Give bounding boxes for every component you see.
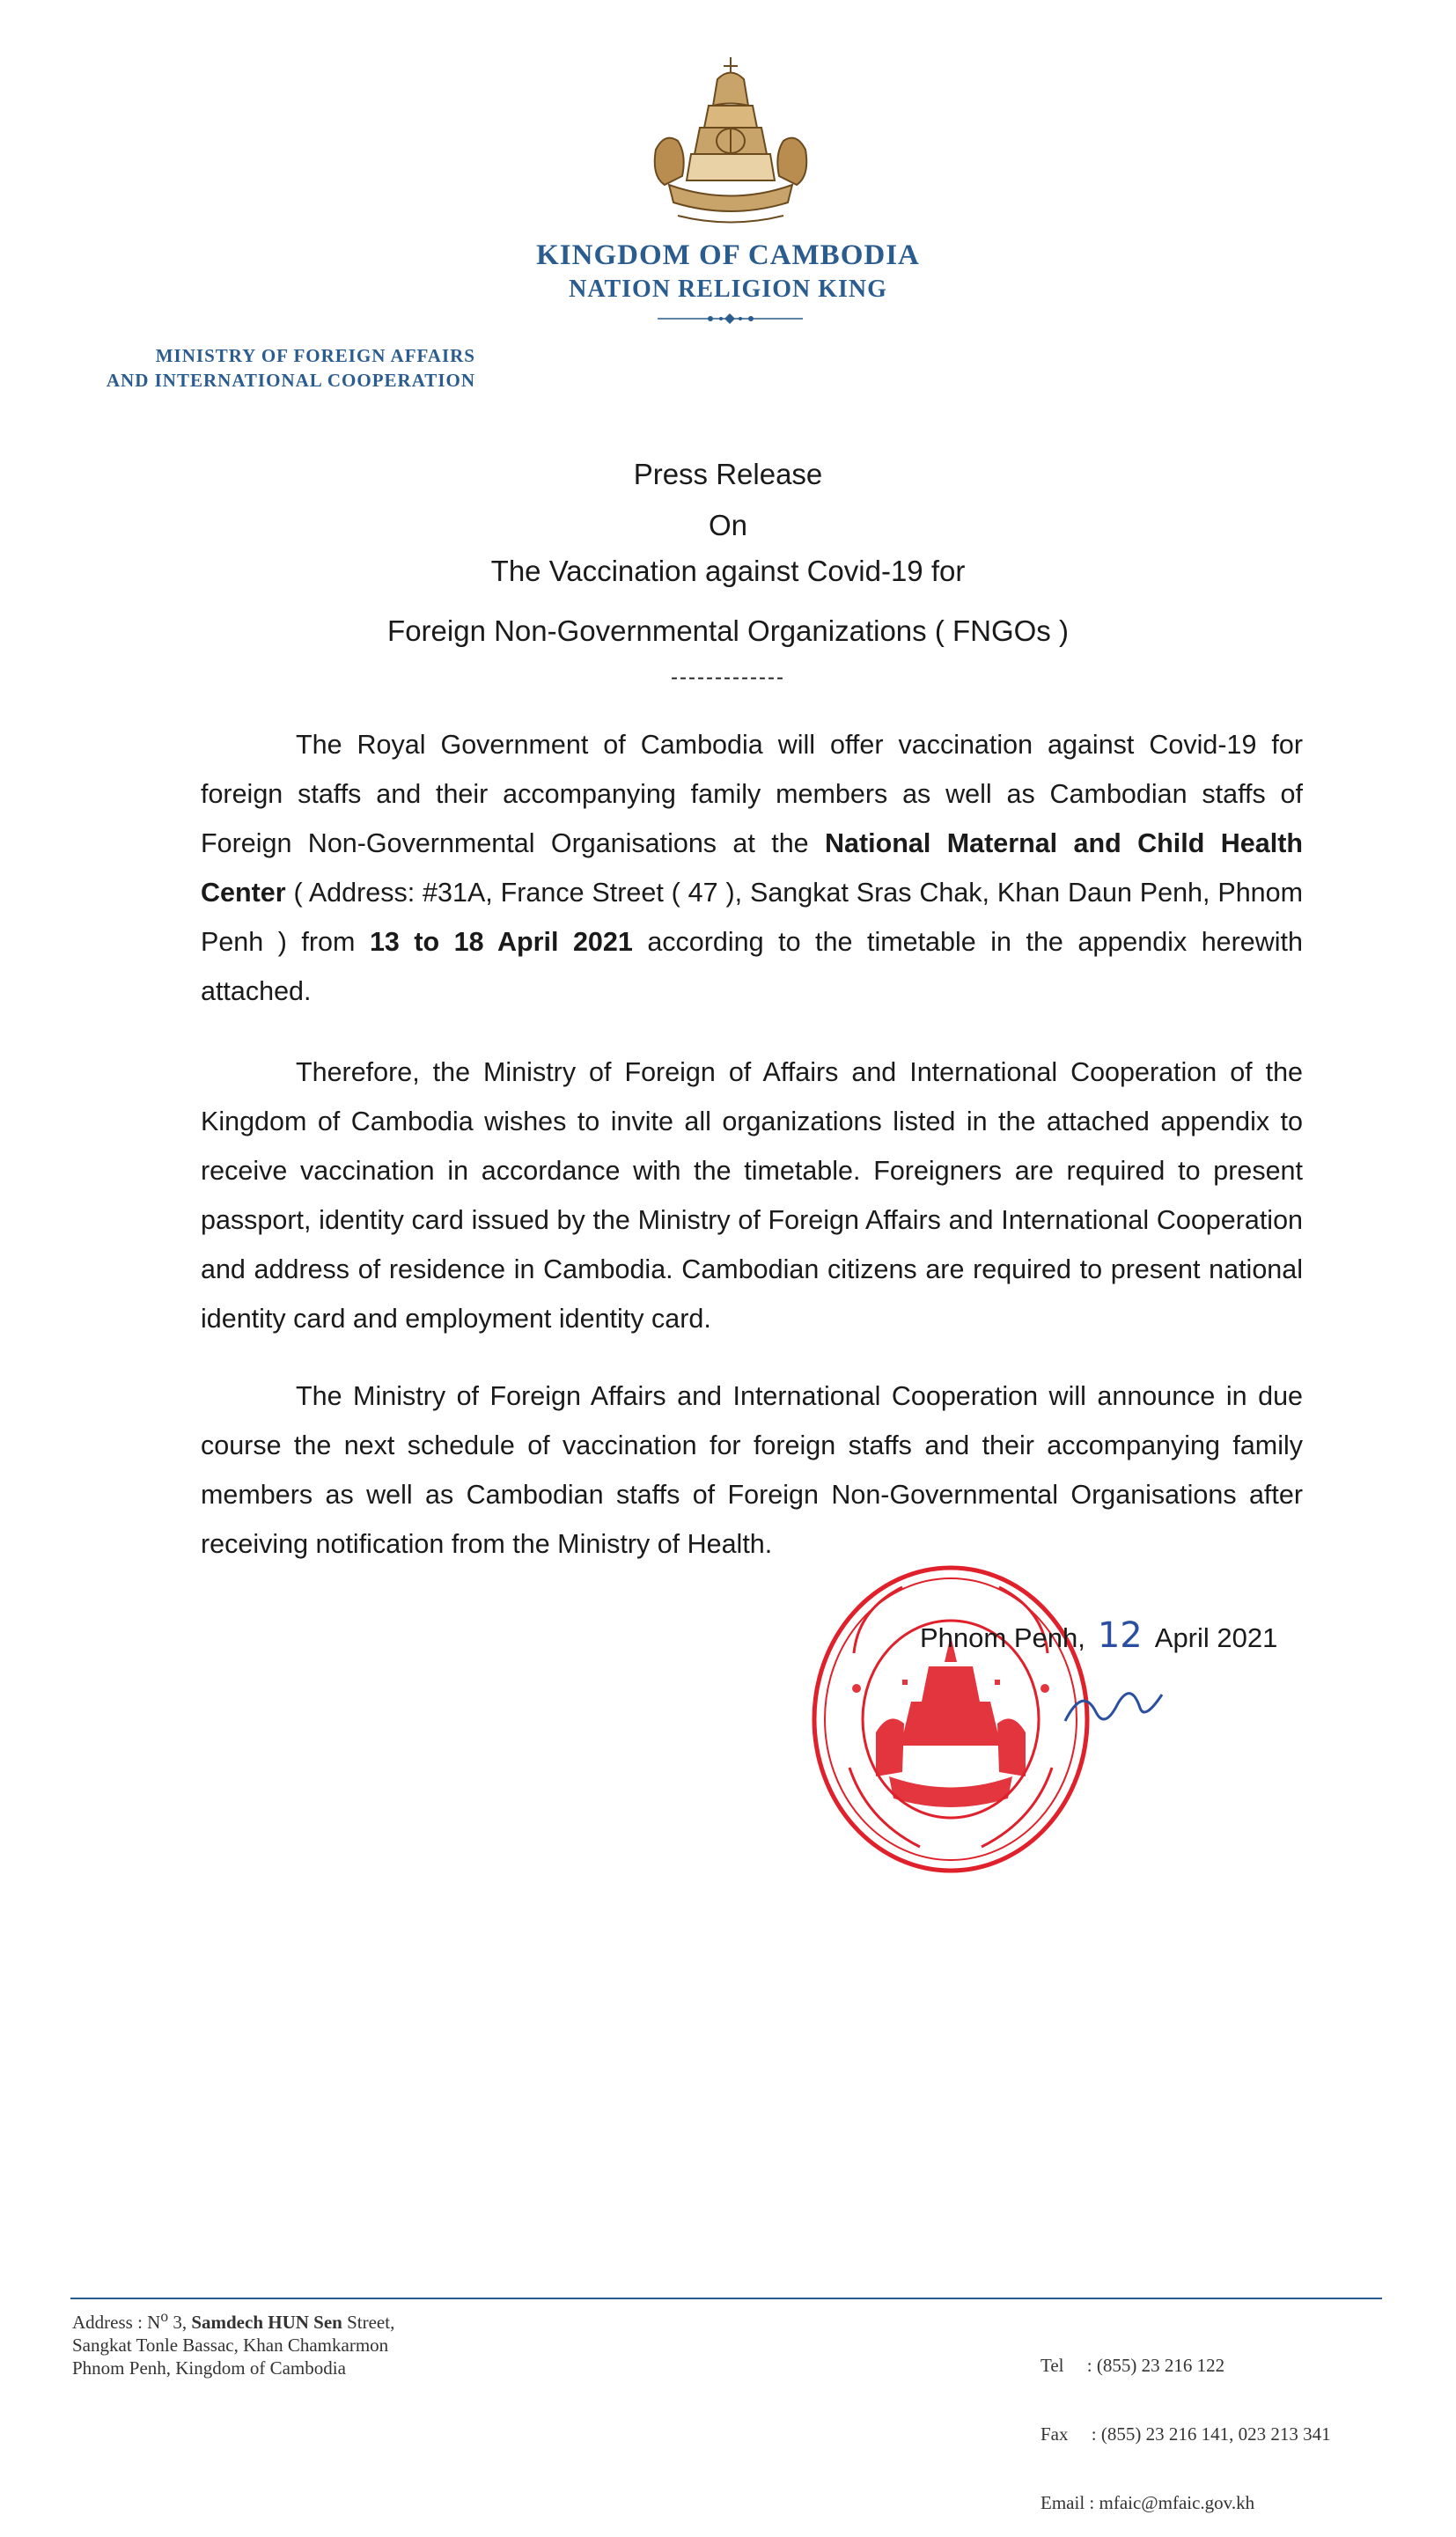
footer-address	[72, 2305, 394, 2379]
footer-divider	[70, 2298, 1382, 2299]
address-line-1	[72, 2305, 394, 2334]
footer-email: Email : mfaic@mfaic.gov.kh	[1041, 2492, 1255, 2513]
p3-text: The Ministry of Foreign Affairs and International Cooperation will announce in due course the next schedule of vaccination for foreign staffs and their accompanying family members as well as Cambodian staffs of Foreign Non-Governmental Organisations after receiving notification from the Ministry of Health.	[201, 1381, 1303, 1559]
official-seal-stamp	[805, 1556, 1096, 1882]
address-line-3: Phnom Penh, Kingdom of Cambodia	[72, 2357, 346, 2379]
address-prefix: Address : N	[72, 2312, 161, 2333]
address-street-name: Samdech HUN Sen	[191, 2312, 342, 2333]
p2-text: Therefore, the Ministry of Foreign of Affairs and International Cooperation of the Kingdom of Cambodia wishes to invite all organizations listed in the attached appendix to receive vaccination in accordance with the timetable. Foreigners are required to present passport, identity card issued by the Ministry of Foreign Affairs and International Cooperation and address of residence in Cambodia. Cambodian citizens are required to present national identity card and employment identity card.	[201, 1057, 1303, 1334]
paragraph-1	[201, 720, 1303, 1016]
document-type: Press Release	[633, 458, 823, 490]
signature-date	[920, 1615, 1277, 1656]
paragraph-3	[201, 1371, 1303, 1569]
address-number: 3,	[168, 2312, 192, 2333]
royal-emblem-icon	[638, 53, 823, 229]
signature-day: 12	[1097, 1615, 1143, 1656]
vaccination-dates: 13 to 18 April 2021	[369, 927, 633, 957]
ministry-name: MINISTRY OF FOREIGN AFFAIRS	[155, 345, 475, 366]
footer-fax: Fax : (855) 23 216 141, 023 213 341	[1041, 2423, 1331, 2445]
signature-mark	[1056, 1677, 1171, 1739]
title-on: On	[708, 509, 748, 541]
title-subject-2: Foreign Non-Governmental Organizations ( FNGOs )	[387, 614, 1069, 647]
ministry-name-2: AND INTERNATIONAL COOPERATION	[106, 370, 475, 391]
country-heading: KINGDOM OF CAMBODIA	[536, 239, 920, 271]
ornament-divider	[658, 313, 803, 325]
venue-name: National Maternal and Child Health Center	[201, 828, 1303, 908]
p1-text-e: according to the timetable in the appendix herewith attached.	[201, 927, 1303, 1006]
signature-place: Phnom Penh,	[920, 1622, 1085, 1653]
address-street: Street,	[342, 2312, 395, 2333]
paragraph-2	[201, 1048, 1303, 1343]
signature-month-year: April 2021	[1154, 1622, 1278, 1653]
footer-contacts	[1041, 2308, 1331, 2537]
footer-tel: Tel : (855) 23 216 122	[1041, 2355, 1225, 2376]
address-sup: o	[160, 2307, 169, 2325]
p1-text-a: The Royal Government of Cambodia will offer vaccination against Covid-19 for foreign staffs and their accompanying family members as well as Cambodian staffs of Foreign Non-Governmental Organisations at the	[201, 730, 1303, 858]
motto-heading: NATION RELIGION KING	[569, 276, 887, 303]
title-separator: -------------	[671, 666, 785, 689]
address-line-2: Sangkat Tonle Bassac, Khan Chamkarmon	[72, 2335, 389, 2356]
p1-text-c: ( Address: #31A, France Street ( 47 ), Sangkat Sras Chak, Khan Daun Penh, Phnom Penh ) from	[201, 878, 1303, 957]
title-subject: The Vaccination against Covid-19 for	[490, 555, 966, 587]
